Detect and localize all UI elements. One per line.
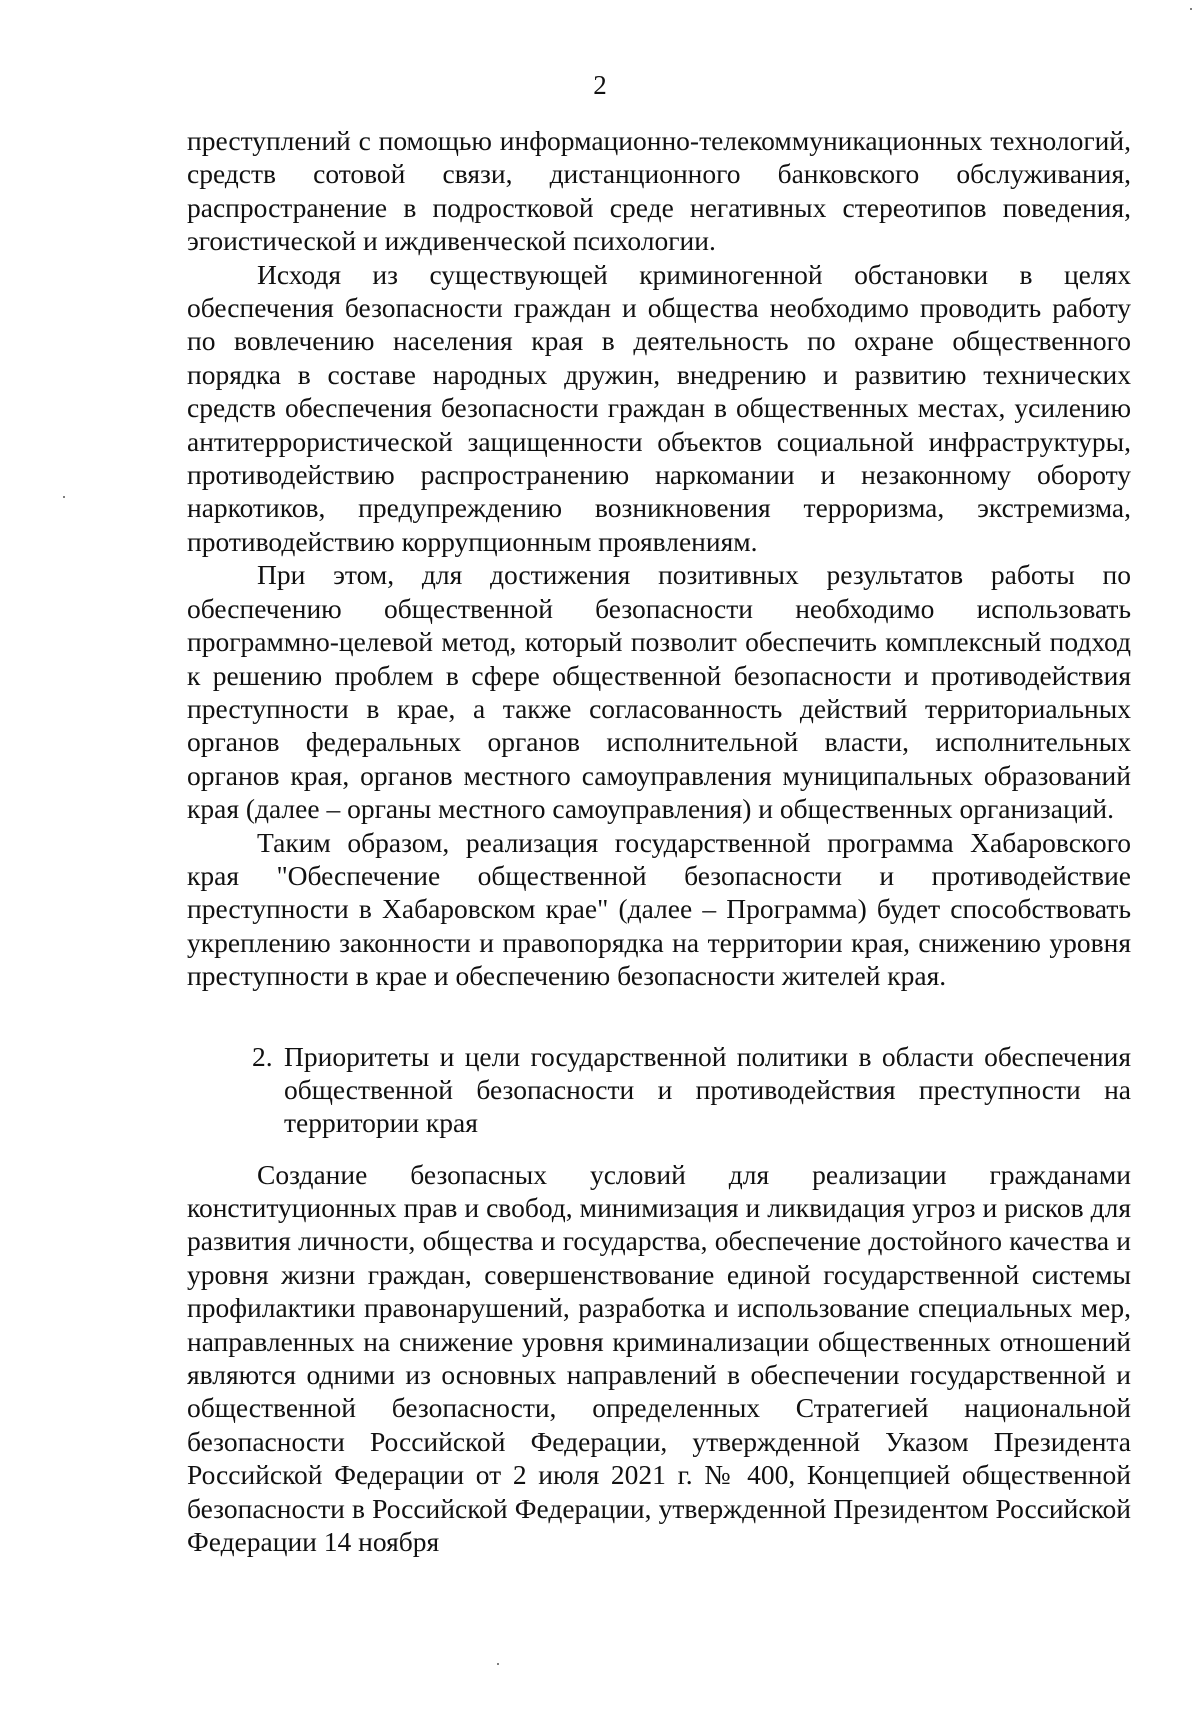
section-heading [187, 1040, 1131, 1139]
page-number: 2 [593, 70, 607, 100]
scan-speck [1190, 8, 1192, 10]
section-heading-text: Приоритеты и цели государственной политики в области обеспечения общественной безопасности и противодействия преступности на территории края [284, 1040, 1131, 1138]
paragraph-2: Исходя из существующей криминогенной обстановки в целях обеспечения безопасности граждан и общества необходимо проводить работу по вовлечению населения края в деятельность по охране общественного порядка в составе народных дружин, внедрению и развитию технических средств обеспечения безопасности граждан в общественных местах, усилению антитеррористической защищенности объектов социальной инфраструктуры, противодействию распространению наркомании и незаконному обороту наркотиков, предупреждению возникновения терроризма, экстремизма, противодействию коррупционным проявлениям. [187, 258, 1131, 557]
paragraph-3: При этом, для достижения позитивных результатов работы по обеспечению общественной безопасности необходимо использовать программно-целевой метод, который позволит обеспечить комплексный подход к решению проблем в сфере общественной безопасности и противодействия преступности в крае, а также согласованность действий территориальных органов федеральных органов исполнительной власти, исполнительных органов края, органов местного самоуправления муниципальных образований края (далее – органы местного самоуправления) и общественных организаций. [187, 559, 1131, 825]
document-body [187, 124, 1131, 1558]
paragraph-5: Создание безопасных условий для реализации гражданами конституционных прав и свобод, минимизация и ликвидация угроз и рисков для развития личности, общества и государства, обеспечение достойного качества и уровня жизни граждан, совершенствование единой государственной системы профилактики правонарушений, разработка и использование специальных мер, направленных на снижение уровня криминализации общественных отношений являются одними из основных направлений в обеспечении государственной и общественной безопасности, определенных Стратегией национальной безопасности Российской Федерации, утвержденной Указом Президента Российской Федерации от 2 июля 2021 г. № 400, Концепцией общественной безопасности в Российской Федерации, утвержденной Президентом Российской Федерации 14 ноября [187, 1158, 1131, 1558]
section-heading-number: 2. [252, 1040, 273, 1072]
paragraph-1: преступлений с помощью информационно-телекоммуникационных технологий, средств сотовой связи, дистанционного банковского обслуживания, распространение в подростковой среде негативных стереотипов поведения, эгоистической и иждивенческой психологии. [187, 125, 1131, 257]
scan-speck [63, 496, 65, 498]
scan-speck [497, 1663, 499, 1665]
paragraph-4: Таким образом, реализация государственной программа Хабаровского края "Обеспечение общественной безопасности и противодействие преступности в Хабаровском крае" (далее – Программа) будет способствовать укреплению законности и правопорядка на территории края, снижению уровня преступности в крае и обеспечению безопасности жителей края. [187, 826, 1131, 992]
